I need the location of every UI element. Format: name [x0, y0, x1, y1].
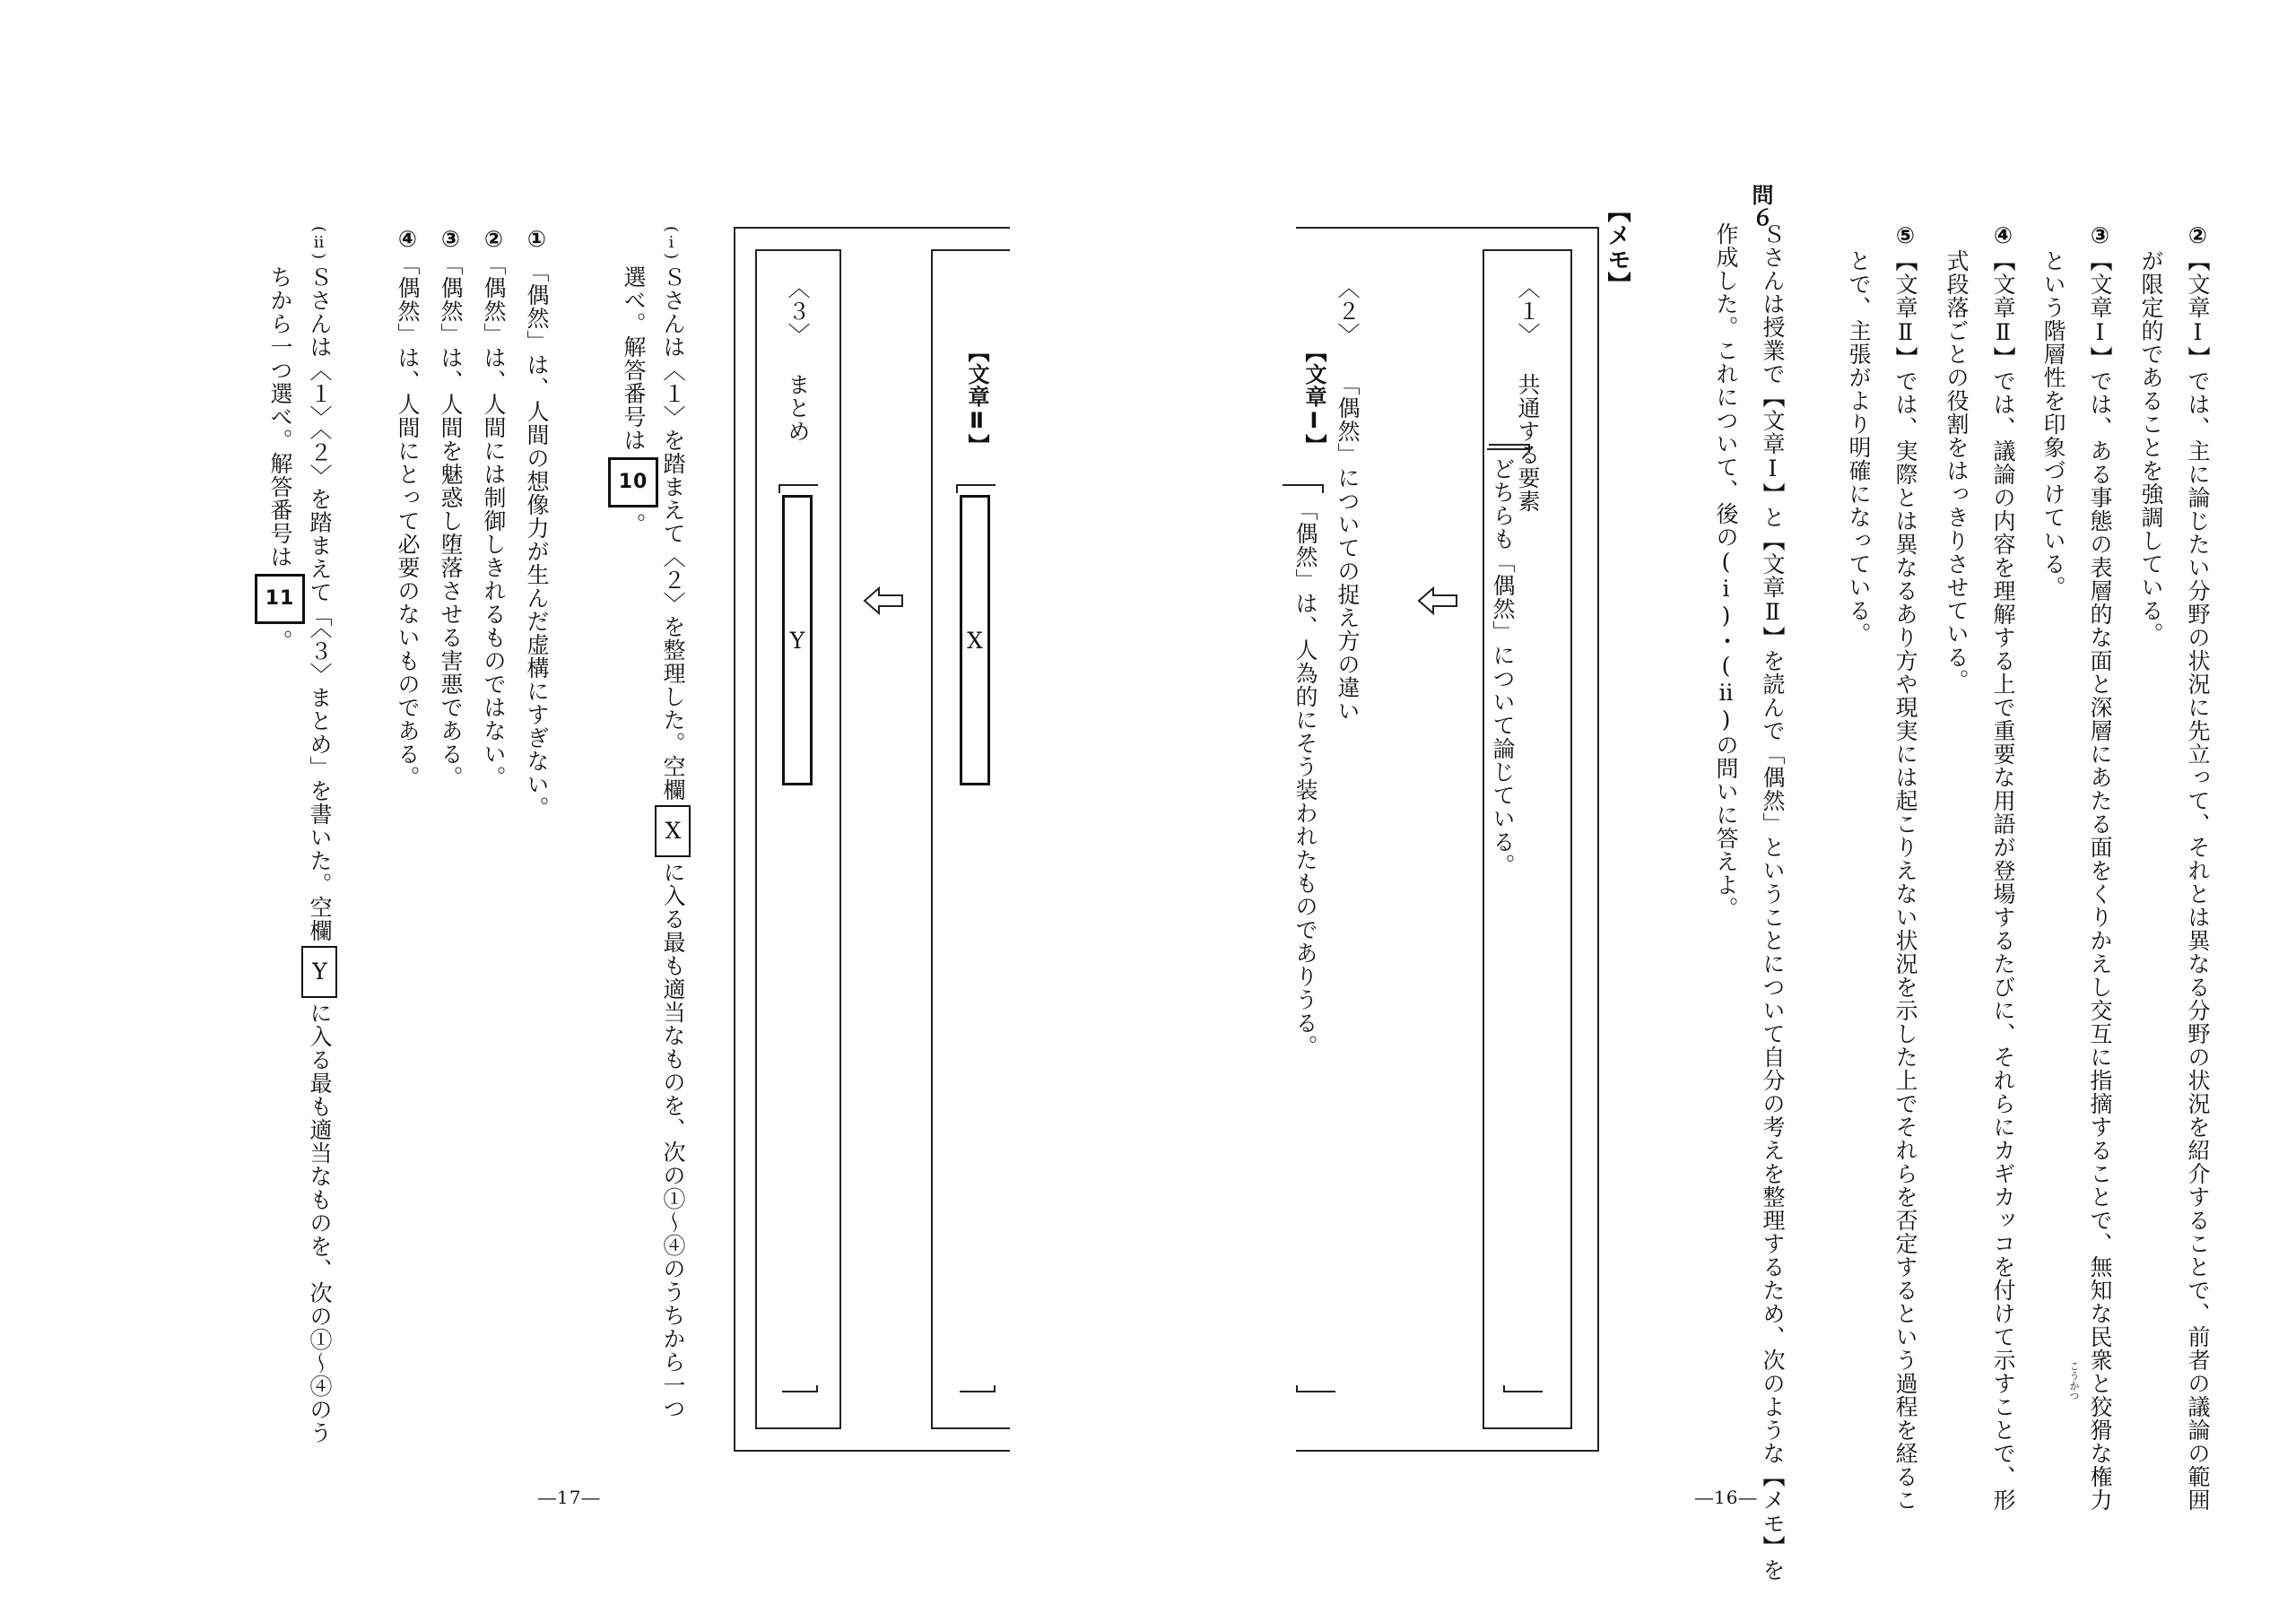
memo-item-2-bracket-top	[1283, 484, 1324, 493]
answer-box-10[interactable]: 10	[608, 457, 658, 507]
blank-x-ref: X	[655, 805, 691, 857]
answer-box-11[interactable]: 11	[255, 574, 305, 624]
option-4: ④【文章Ⅱ】では、議論の内容を理解する上で重要な用語が登場するたびに、それらにカギカッコを付けて示すことで、形 式段落ごとの役割をはっきりさせている。	[1944, 222, 2016, 1512]
choice-1[interactable]: ①「偶然」は、人間の想像力が生んだ虚構にすぎない。	[524, 226, 550, 820]
page-number-16: ―16―	[1695, 1487, 1758, 1508]
blank-y-box: Y	[782, 495, 813, 785]
page-number-17: ―17―	[538, 1487, 601, 1508]
memo-item-2-head: 〈２〉 「偶然」についての捉え方の違い	[1335, 276, 1361, 723]
memo-item-3-bracket-top	[778, 484, 818, 493]
blank-x-box: X	[960, 495, 990, 785]
choice-3[interactable]: ③「偶然」は、人間を魅惑し堕落させる害悪である。	[438, 226, 464, 789]
memo-item-2-source-1: 【文章Ⅰ】	[1301, 341, 1326, 456]
memo-label: 【メモ】	[1604, 199, 1631, 296]
question-i-stem-2: 選べ。解答番号は10。	[608, 265, 658, 536]
memo-item-1-bracket-left	[1489, 444, 1530, 453]
option-3: ③【文章Ⅰ】では、ある事態の表層的な面と深層にあたる面をくりかえし交互に指摘することで、無知な民衆と狡猾な権力 という階層性を印象づけている。	[2040, 222, 2113, 1512]
question-ii-label: (ⅱ)	[309, 226, 328, 261]
question-i-label: (ⅰ)	[662, 226, 681, 261]
ruby-koukatsu: こうかつ	[2068, 1361, 2080, 1401]
question-6-label: 問６	[1748, 184, 1773, 229]
memo-item-2-cont-bracket-top	[956, 484, 996, 493]
choice-2[interactable]: ②「偶然」は、人間には制御しきれるものではない。	[481, 226, 507, 789]
arrow-left-icon	[1417, 585, 1458, 616]
question-6-stem: Ｓさんは授業で【文章Ⅰ】と【文章Ⅱ】を読んで「偶然」ということについて自分の考えを整理するため、次のような【メモ】を 作成した。これについて、後の(ⅰ)・(ⅱ)の問いに答えよ。	[1713, 222, 1786, 1582]
memo-item-2-body-1: 「偶然」は、人為的にそう装われたものでありうる。	[1292, 499, 1318, 1058]
memo-item-1-head: 〈１〉 共通する要素	[1515, 276, 1541, 513]
memo-item-2-source-2: 【文章Ⅱ】	[964, 341, 989, 456]
memo-item-1-bracket-bot	[1503, 1385, 1543, 1392]
memo-item-1-body: どちらも「偶然」について論じている。	[1490, 457, 1516, 877]
question-ii-stem-2: ちから一つ選べ。解答番号は11。	[255, 265, 305, 653]
option-5: ⑤【文章Ⅱ】では、実際とは異なるあり方や現実には起こりえない状況を示した上でそれらを否定するという過程を経るこ とで、主張がより明確になっている。	[1846, 222, 1918, 1512]
arrow-left-icon	[863, 585, 904, 616]
choice-4[interactable]: ④「偶然」は、人間にとって必要のないものである。	[395, 226, 421, 789]
question-i-stem-1: Ｓさんは〈１〉を踏まえて〈２〉を整理した。空欄Xに入る最も適当なものを、次の①～④のうちから一つ	[655, 265, 691, 1420]
option-2-cont: ②【文章Ⅰ】では、主に論じたい分野の状況に先立って、それとは異なる分野の状況を紹介することで、前者の議論の範囲 が限定的であることを強調している。	[2138, 222, 2211, 1512]
memo-item-3-bracket-bot	[782, 1385, 818, 1392]
blank-y-ref: Y	[301, 946, 337, 998]
memo-item-3-head: 〈３〉 まとめ	[785, 276, 811, 443]
memo-item-2-bracket-bot	[1296, 1385, 1335, 1392]
question-ii-stem-1: Ｓさんは〈１〉〈２〉を踏まえて「〈３〉まとめ」を書いた。空欄Yに入る最も適当なものを、次の①～④のう	[301, 265, 337, 1444]
memo-item-2-cont-bracket-bot	[960, 1385, 996, 1392]
